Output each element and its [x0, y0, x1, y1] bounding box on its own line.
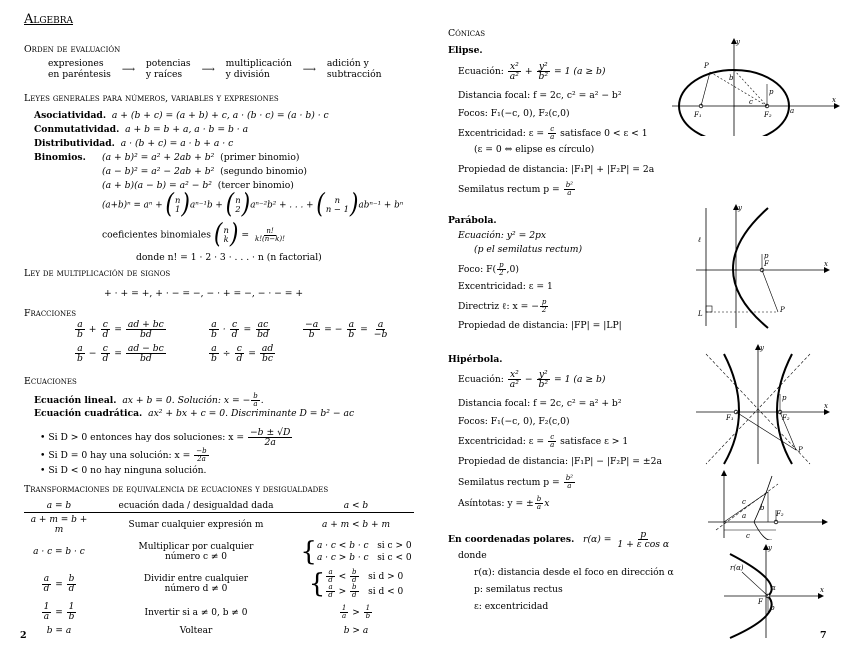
polar-donde: donde — [458, 550, 487, 561]
svg-text:P: P — [704, 62, 709, 70]
fraction-add: $\frac{a}{b}$ + $\frac{c}{d}$ = $\frac{ad + bc}{bd}$ — [77, 319, 164, 341]
table-row: a · c = b · c Multiplicar por cualquier número c ≠ 0 { a · c < b · c si c > 0 a · c > b · c si c < 0 — [33, 537, 412, 567]
svg-text:a: a — [790, 107, 795, 115]
sign-rules: + · + = +, + · − = −, − · + = −, − · − = + — [104, 288, 304, 299]
svg-text:p: p — [782, 394, 787, 402]
parabola-diagram — [696, 200, 836, 330]
svg-text:y: y — [736, 38, 740, 46]
hyperbola-focal: Distancia focal: f = 2c, c² = a² + b² — [458, 398, 622, 409]
svg-text:p: p — [769, 88, 774, 96]
parabola-directrix: Directriz ℓ: x = − $\frac{p}{2}$ — [458, 298, 547, 314]
parabola-ecc: Excentricidad: ε = 1 — [458, 281, 553, 292]
ellipse-ecc: Excentricidad: ε = $\frac{c}{a}$ satisface 0 < ε < 1 — [458, 125, 648, 141]
fraction-div: $\frac{a}{b}$ ÷ $\frac{c}{d}$ = $\frac{ad}{bc}$ — [211, 343, 274, 365]
page-title: Algebra — [24, 12, 74, 27]
equations-heading: Ecuaciones — [24, 376, 77, 387]
parabola-focus: Foco: F( $\frac{p}{2}$ ,0) — [458, 261, 519, 277]
parabola-eq: Ecuación: y² = 2px — [458, 230, 547, 241]
order-step-3: multiplicación y división — [225, 58, 292, 81]
svg-text:x: x — [824, 260, 828, 268]
binom-1: (a + b)² = a² + 2ab + b² (primer binomio) — [102, 152, 300, 163]
ellipse-dist: Propiedad de distancia: |F₁P| + |F₂P| = 2a — [458, 164, 655, 175]
parabola-title: Parábola. — [448, 215, 497, 226]
comm-law: Conmutatividad. a + b = b + a, a · b = b · a — [34, 124, 249, 135]
hyperbola-title: Hipérbola. — [448, 354, 503, 365]
svg-text:c: c — [749, 98, 753, 106]
svg-text:y: y — [738, 204, 742, 212]
svg-text:x: x — [824, 402, 828, 410]
svg-text:b: b — [729, 74, 734, 82]
svg-text:y: y — [768, 544, 772, 552]
table-row: $\frac{a}{d}$ = $\frac{b}{d}$ Dividir entre cualquier número d ≠ 0 { $\frac{a}{d}$ < $\frac{b}{d}$ si d > 0 $\frac{a}{d}$ > $\frac{b}{d}$ si d < 0 — [43, 568, 404, 599]
svg-text:c: c — [742, 498, 746, 506]
svg-text:F₁: F₁ — [694, 111, 702, 119]
hyperbola-eq: Ecuación: $\frac{\text{x²}}{\text{a²}}$ − $\frac{\text{y²}}{\text{b²}}$ = 1 (a ≥ b) — [458, 369, 606, 391]
binom-label: Binomios. — [34, 152, 86, 163]
svg-text:L: L — [698, 310, 703, 318]
svg-text:F₂: F₂ — [764, 111, 772, 119]
polar-diagram — [720, 542, 830, 642]
arrow-icon: ⟶ — [121, 63, 135, 75]
table-row: b = a Voltear b > a — [46, 626, 369, 636]
table-header: ecuación dada / desigualdad dada — [94, 500, 298, 513]
svg-text:p: p — [770, 604, 775, 612]
order-heading: Orden de evaluación — [24, 44, 121, 55]
disc-case-2: • Si D = 0 hay una solución: x = $\frac{-b}{2a}$ — [40, 447, 207, 463]
laws-heading: Leyes generales para números, variables y expresiones — [24, 93, 279, 104]
svg-text:F₂: F₂ — [776, 510, 784, 518]
hyperbola-ecc: Excentricidad: ε = $\frac{c}{a}$ satisface ε > 1 — [458, 433, 629, 449]
fraction-sub: $\frac{a}{b}$ − $\frac{c}{d}$ = $\frac{ad - bc}{bd}$ — [77, 343, 164, 365]
svg-text:r(α): r(α) — [730, 564, 744, 572]
page-number: 7 — [820, 630, 827, 641]
svg-text:F₂: F₂ — [782, 414, 790, 422]
svg-text:a: a — [742, 512, 747, 520]
svg-text:x: x — [832, 96, 836, 104]
table-row: $\frac{1}{a}$ = $\frac{1}{b}$ Invertir si a ≠ 0, b ≠ 0 $\frac{1}{a}$ > $\frac{1}{b}$ — [43, 602, 371, 622]
binom-3: (a + b)(a − b) = a² − b² (tercer binomio) — [102, 180, 294, 191]
quad-eq: Ecuación cuadrática. ax² + bx + c = 0. Discriminante D = b² − ac — [34, 408, 355, 419]
parabola-eq-note: (p el semilatus rectum) — [474, 244, 583, 255]
dist-law: Distributividad. a · (b + c) = a · b + a · c — [34, 138, 234, 149]
signs-heading: Ley de multiplicación de signos — [24, 268, 171, 279]
transforms-heading: Transformaciones de equivalencia de ecuaciones y desigualdades — [24, 484, 329, 495]
svg-text:ℓ: ℓ — [698, 236, 701, 244]
polar-p-def: p: semilatus rectus — [474, 584, 563, 595]
polar-r-def: r(α): distancia desde el foco en dirección α — [474, 567, 674, 578]
svg-text:F₁: F₁ — [726, 414, 734, 422]
hyperbola-diagram — [696, 340, 836, 465]
svg-text:P: P — [780, 306, 785, 314]
ellipse-foci: Focos: F₁(−c, 0), F₂(c,0) — [458, 108, 570, 119]
fraction-mul: $\frac{a}{b}$ · $\frac{c}{d}$ = $\frac{ac}{bd}$ — [211, 319, 269, 341]
table-header-row — [24, 500, 414, 513]
conics-heading: Cónicas — [448, 28, 486, 39]
svg-text:F: F — [758, 598, 763, 606]
svg-text:c: c — [746, 532, 750, 540]
polar-eq: En coordenadas polares. r(α) = $\frac{p}{\text{1 + ε cos α}}$ — [448, 529, 670, 551]
order-step-2: potencias y raíces — [145, 58, 191, 81]
linear-eq: Ecuación lineal. ax + b = 0. Solución: x = − $\frac{b}{a}$ . — [34, 392, 264, 408]
svg-text:α: α — [771, 584, 776, 592]
hyperbola-rectum: Semilatus rectum p = $\frac{\text{b²}}{a}$ — [458, 474, 573, 490]
svg-text:F: F — [764, 260, 769, 268]
assoc-law: Asociatividad. a + (b + c) = (a + b) + c, a · (b · c) = (a · b) · c — [34, 110, 329, 121]
ellipse-title: Elipse. — [448, 45, 483, 56]
factorial: donde n! = 1 · 2 · 3 · . . . · n (n factorial) — [136, 252, 322, 263]
right-page — [424, 0, 848, 655]
hyperbola-foci: Focos: F₁(−c, 0), F₂(c,0) — [458, 416, 570, 427]
transforms-table — [24, 500, 414, 638]
fractions-heading: Fracciones — [24, 308, 77, 319]
svg-text:y: y — [760, 344, 764, 352]
arrow-icon: ⟶ — [201, 63, 215, 75]
binom-coef: coeficientes binomiales ( n k ) = $\frac{n!}{k!(n-k)!}$ — [102, 218, 285, 250]
ellipse-focal: Distancia focal: f = 2c, c² = a² − b² — [458, 90, 622, 101]
table-row: a + m = b + m Sumar cualquier expresión m a + m < b + m — [30, 515, 390, 535]
order-step-4: adición y subtracción — [326, 58, 382, 81]
svg-text:P: P — [798, 446, 803, 454]
ellipse-diagram — [672, 36, 842, 136]
ellipse-rectum: Semilatus rectum p = $\frac{\text{b²}}{a}$ — [458, 181, 573, 197]
arrow-icon: ⟶ — [302, 63, 316, 75]
parabola-dist: Propiedad de distancia: |FP| = |LP| — [458, 320, 622, 331]
svg-text:p: p — [764, 252, 769, 260]
binom-2: (a − b)² = a² − 2ab + b² (segundo binomio) — [102, 166, 307, 177]
order-step-1: expresiones en paréntesis — [48, 58, 111, 81]
order-flow — [48, 58, 382, 80]
disc-case-1: • Si D > 0 entonces hay dos soluciones: x = $\frac{-b \pm √D}{2a}$ — [40, 427, 291, 449]
ellipse-eq: Ecuación: $\frac{\text{x²}}{\text{a²}}$ + $\frac{\text{y²}}{\text{b²}}$ = 1 (a ≥ b) — [458, 61, 606, 83]
svg-text:x: x — [820, 586, 824, 594]
ellipse-circle: (ε = 0 ⇔ elipse es círculo) — [474, 144, 595, 155]
fraction-neg: $\frac{-a}{b}$ = − $\frac{a}{b}$ = $\frac{a}{-b}$ — [305, 319, 388, 341]
page-number: 2 — [20, 630, 27, 641]
disc-case-3: • Si D < 0 no hay ninguna solución. — [40, 465, 207, 476]
asymptote-triangle-diagram — [706, 470, 830, 540]
hyperbola-asymptotes: Asíntotas: y = ± $\frac{b}{a}$ x — [458, 495, 550, 511]
table-header: a < b — [298, 500, 414, 513]
table-header: a = b — [24, 500, 94, 513]
svg-text:b: b — [760, 504, 765, 512]
hyperbola-dist: Propiedad de distancia: |F₁P| − |F₂P| = ±2a — [458, 456, 662, 467]
binom-n: (a+b)ⁿ = aⁿ + ( n 1 ) aⁿ⁻¹b + ( n 2 ) aⁿ⁻²b² + . . . + ( n n − 1 ) abⁿ⁻¹ + bⁿ — [102, 188, 404, 220]
polar-e-def: ε: excentricidad — [474, 601, 549, 612]
